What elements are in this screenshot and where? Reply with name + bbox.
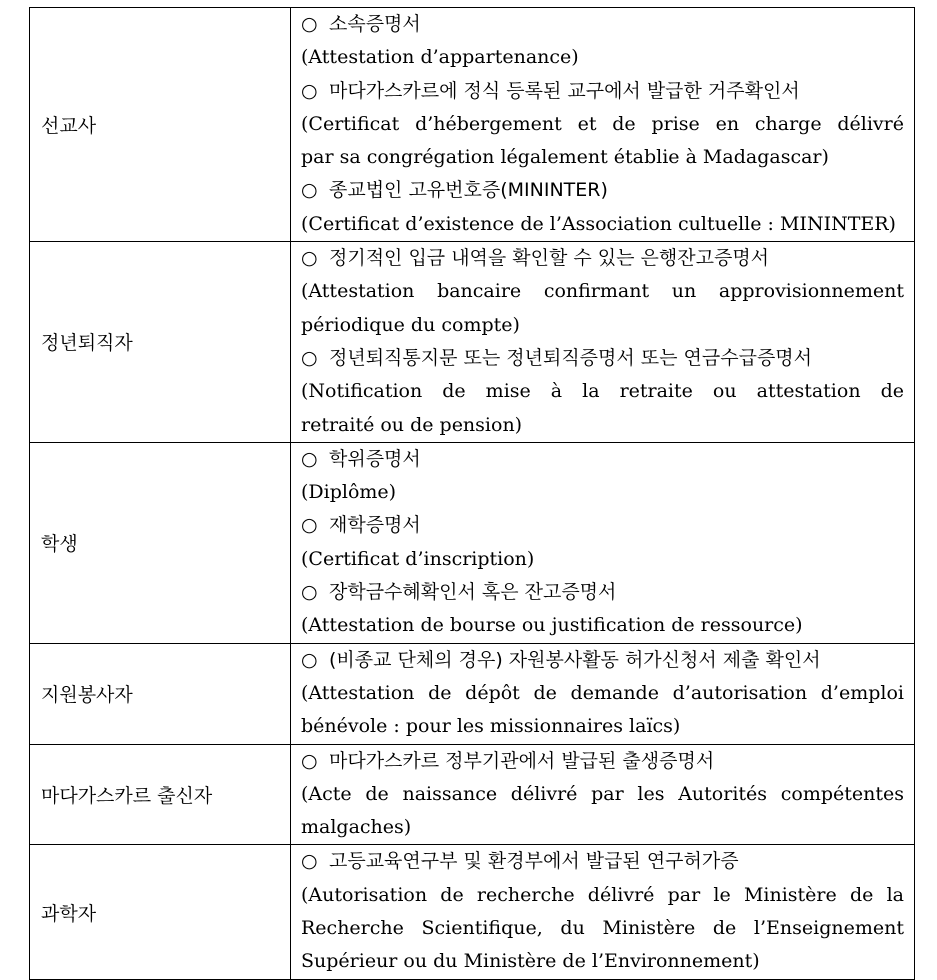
document-item [301,174,904,207]
document-name-french: (Certificat d’inscription) [301,547,535,570]
document-name-korean: 정기적인 입금 내역을 확인할 수 있는 은행잔고증명서 [329,247,770,270]
document-name-korean: 소속증명서 [329,13,421,35]
category-cell [30,8,291,242]
circle-bullet-icon: ○ [301,581,318,604]
document-item [301,443,904,476]
document-name-french: par sa congrégation légalement établie à Madagascar) [301,146,829,169]
document-name-french: (Notification de mise à la retraite ou attestation de [301,380,904,403]
documents-cell [291,8,915,242]
document-name-french: (Certificat d’hébergement et de prise en charge délivré [301,112,904,135]
category-cell [30,643,291,744]
documents-cell [291,744,915,845]
table-body [30,8,915,980]
document-item [301,845,904,878]
category-cell [30,442,291,643]
document-item [301,75,904,108]
document-item [301,509,904,542]
document-name-french: (Attestation de bourse ou justification de ressource) [301,614,803,637]
documents-cell [291,242,915,443]
document-name-korean: 정년퇴직통지문 또는 정년퇴직증명서 또는 연금수급증명서 [329,346,813,369]
documents-cell [291,442,915,643]
document-name-french: (Acte de naissance délivré par les Autorités compétentes [301,782,904,805]
circle-bullet-icon: ○ [301,447,318,470]
document-item [301,576,904,609]
document-item [301,745,904,778]
table-row [30,242,915,443]
category-label: 학생 [41,533,78,556]
circle-bullet-icon: ○ [301,79,318,102]
document-name-korean: 장학금수혜확인서 혹은 잔고증명서 [329,581,617,604]
category-label: 선교사 [41,115,97,138]
document-name-french: bénévole : pour les missionnaires laïcs) [301,715,681,738]
circle-bullet-icon: ○ [301,749,318,772]
document-name-french: malgaches) [301,816,412,839]
category-cell [30,744,291,845]
document-name-french: Recherche Scientifique, du Ministère de l’Enseignement [301,917,904,940]
category-cell [30,845,291,979]
document-name-korean: 종교법인 고유번호증(MININTER) [329,179,608,202]
document-name-korean: 마다가스카르 정부기관에서 발급된 출생증명서 [329,749,715,772]
document-item [301,242,904,275]
document-name-french: (Attestation d’appartenance) [301,46,579,69]
document-name-korean: 마다가스카르에 정식 등록된 교구에서 발급한 거주확인서 [329,79,800,102]
document-name-french: (Attestation bancaire confirmant un approvisionnement [301,280,904,303]
document-name-french: (Diplôme) [301,481,397,504]
document-item [301,644,904,677]
circle-bullet-icon: ○ [301,346,318,369]
document-name-french: (Autorisation de recherche délivré par le Ministère de la [301,883,904,906]
document-item [301,342,904,375]
requirements-table [29,7,915,980]
table-row [30,442,915,643]
category-label: 마다가스카르 출신자 [41,784,213,807]
document-name-korean: 재학증명서 [329,514,421,537]
document-name-korean: 고등교육연구부 및 환경부에서 발급된 연구허가증 [329,850,739,873]
category-cell [30,242,291,443]
circle-bullet-icon: ○ [301,247,318,270]
table-row [30,744,915,845]
table-row [30,8,915,242]
document-name-french: retraité ou de pension) [301,413,523,436]
document-name-french: (Attestation de dépôt de demande d’autorisation d’emploi [301,681,904,704]
circle-bullet-icon: ○ [301,850,318,873]
table-row [30,643,915,744]
document-name-korean: (비종교 단체의 경우) 자원봉사활동 허가신청서 제출 확인서 [329,648,821,671]
table-row [30,845,915,979]
category-label: 과학자 [41,902,97,925]
documents-cell [291,845,915,979]
circle-bullet-icon: ○ [301,13,318,35]
category-label: 지원봉사자 [41,684,133,707]
document-name-korean: 학위증명서 [329,447,421,470]
document-name-french: (Certificat d’existence de l’Association cultuelle : MININTER) [301,212,896,235]
document-name-french: Supérieur ou du Ministère de l’Environnement) [301,950,760,973]
document-name-french: périodique du compte) [301,313,520,336]
circle-bullet-icon: ○ [301,514,318,537]
document-item [301,8,904,41]
category-label: 정년퇴직자 [41,332,133,355]
documents-cell [291,643,915,744]
circle-bullet-icon: ○ [301,648,318,671]
circle-bullet-icon: ○ [301,179,318,202]
